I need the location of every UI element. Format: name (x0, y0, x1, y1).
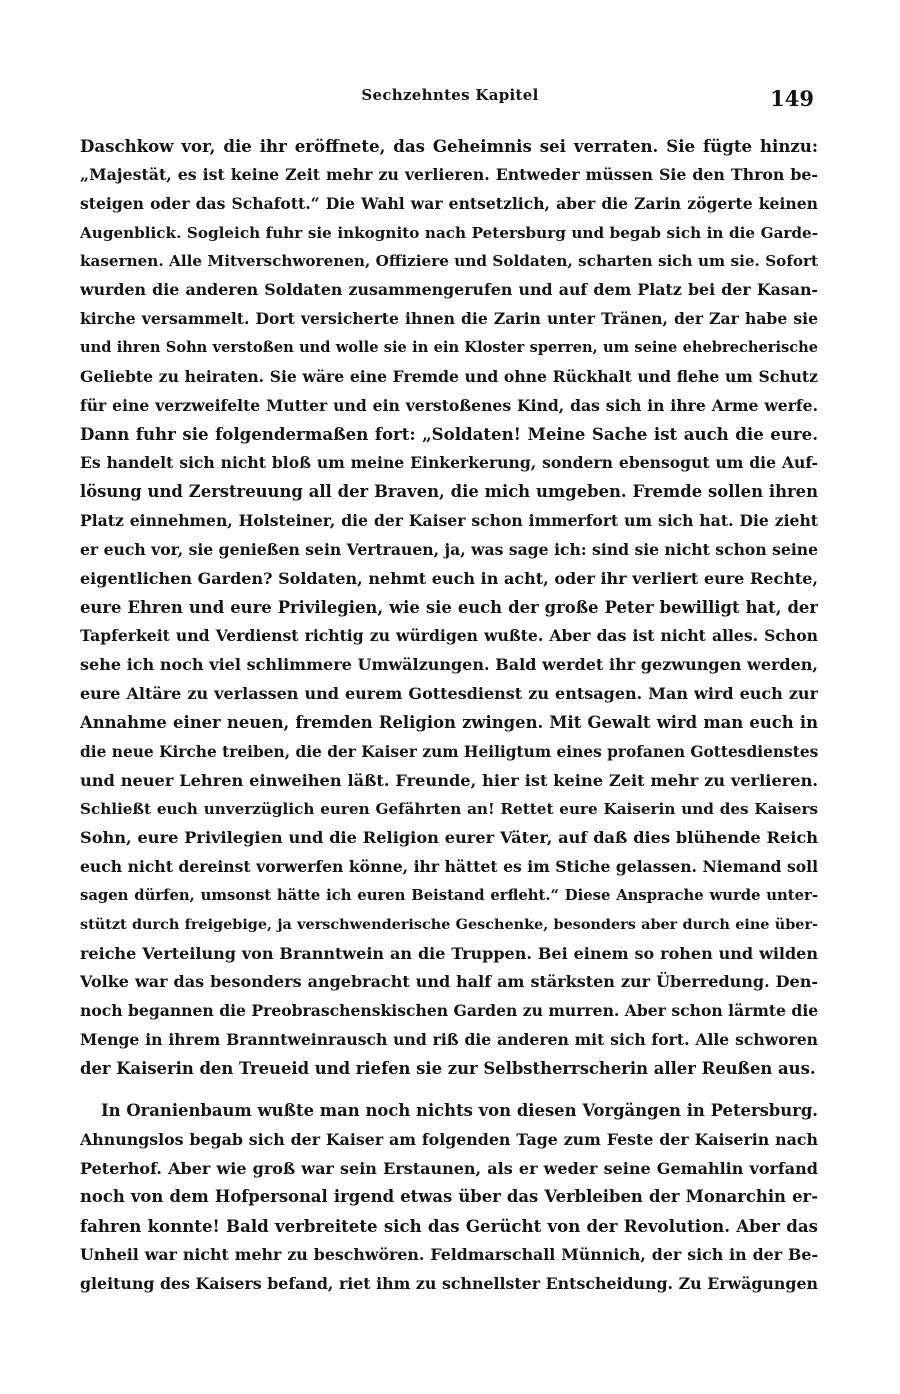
text-line: sagen dürfen, umsonst hätte ich euren Beistand erfleht.“ Diese Ansprache wurde unter- (80, 886, 818, 904)
text-line: Augenblick. Sogleich fuhr sie inkognito nach Petersburg und begab sich in die Garde- (80, 223, 818, 242)
text-line: Volke war das besonders angebracht und half am stärksten zur Überredung. Den- (80, 972, 818, 992)
text-line: In Oranienbaum wußte man noch nichts von diesen Vorgängen in Petersburg. (101, 1100, 818, 1120)
text-line: und ihren Sohn verstoßen und wolle sie in ein Kloster sperren, um seine ehebrecherische (80, 338, 818, 356)
text-line: die neue Kirche treiben, die der Kaiser zum Heiligtum eines profanen Gottesdienstes (80, 742, 818, 761)
text-line: „Majestät, es ist keine Zeit mehr zu verlieren. Entweder müssen Sie den Thron be- (80, 164, 818, 184)
paragraph-1 (80, 132, 818, 1084)
paragraph-gap (80, 1084, 818, 1097)
text-line: Dann fuhr sie folgendermaßen fort: „Soldaten! Meine Sache ist auch die eure. (80, 424, 818, 445)
running-head-title: Sechzehntes Kapitel (361, 86, 539, 104)
text-line: der Kaiserin den Treueid und riefen sie zur Selbstherrscherin aller Reußen aus. (80, 1059, 816, 1078)
text-line: Ahnungslos begab sich der Kaiser am folgenden Tage zum Feste der Kaiserin nach (80, 1129, 818, 1149)
page-number: 149 (770, 86, 814, 111)
text-line: stützt durch freigebige, ja verschwenderische Geschenke, besonders aber durch eine über- (80, 915, 818, 933)
page-body (80, 132, 818, 1299)
text-line: noch von dem Hofpersonal irgend etwas über das Verbleiben der Monarchin er- (80, 1187, 818, 1207)
text-line: Annahme einer neuen, fremden Religion zwingen. Mit Gewalt wird man euch in (80, 712, 818, 732)
text-line: eure Ehren und eure Privilegien, wie sie euch der große Peter bewilligt hat, der (80, 597, 818, 617)
paragraph-2 (80, 1097, 818, 1299)
text-line: steigen oder das Schafott.“ Die Wahl war entsetzlich, aber die Zarin zögerte keinen (80, 193, 818, 213)
text-line: eigentlichen Garden? Soldaten, nehmt euch in acht, oder ihr verliert eure Rechte, (80, 568, 818, 588)
text-line: Platz einnehmen, Holsteiner, die der Kaiser schon immerfort um sich hat. Die zieht (80, 510, 818, 530)
text-line: Unheil war nicht mehr zu beschwören. Feldmarschall Münnich, der sich in der Be- (80, 1245, 818, 1265)
text-line: gleitung des Kaisers befand, riet ihm zu schnellster Entscheidung. Zu Erwägungen (80, 1273, 818, 1293)
text-line: wurden die anderen Soldaten zusammengerufen und auf dem Platz bei der Kasan- (80, 280, 818, 300)
text-line: reiche Verteilung von Branntwein an die Truppen. Bei einem so rohen und wilden (80, 943, 818, 963)
text-line: Menge in ihrem Branntweinrausch und riß die anderen mit sich fort. Alle schworen (80, 1030, 818, 1050)
text-line: Es handelt sich nicht bloß um meine Einkerkerung, sondern ebensogut um die Auf- (80, 453, 818, 473)
text-line: sehe ich noch viel schlimmere Umwälzungen. Bald werdet ihr gezwungen werden, (80, 655, 818, 675)
text-line: euch nicht dereinst vorwerfen könne, ihr hättet es im Stiche gelassen. Niemand soll (80, 857, 818, 877)
text-line: Tapferkeit und Verdienst richtig zu würdigen wußte. Aber das ist nicht alles. Schon (80, 626, 818, 646)
text-line: für eine verzweifelte Mutter und ein verstoßenes Kind, das sich in ihre Arme werfe. (80, 395, 818, 415)
text-line: noch begannen die Preobraschenskischen Garden zu murren. Aber schon lärmte die (80, 1001, 818, 1021)
text-line: Sohn, eure Privilegien und die Religion eurer Väter, auf daß dies blühende Reich (80, 828, 818, 848)
text-line: lösung und Zerstreuung all der Braven, die mich umgeben. Fremde sollen ihren (80, 482, 818, 502)
text-line: er euch vor, sie genießen sein Vertrauen, ja, was sage ich: sind sie nicht schon seine (80, 539, 818, 559)
text-line: Daschkow vor, die ihr eröffnete, das Geheimnis sei verraten. Sie fügte hinzu: (80, 136, 818, 156)
text-line: und neuer Lehren einweihen läßt. Freunde, hier ist keine Zeit mehr zu verlieren. (80, 770, 818, 790)
text-line: Schließt euch unverzüglich euren Gefährten an! Rettet eure Kaiserin und des Kaisers (80, 800, 818, 819)
text-line: kasernen. Alle Mitverschworenen, Offiziere und Soldaten, scharten sich um sie. Sofort (80, 252, 818, 271)
text-line: Geliebte zu heiraten. Sie wäre eine Fremde und ohne Rückhalt und flehe um Schutz (80, 366, 818, 386)
text-line: Peterhof. Aber wie groß war sein Erstaunen, als er weder seine Gemahlin vorfand (80, 1158, 818, 1178)
text-line: fahren konnte! Bald verbreitete sich das Gerücht von der Revolution. Aber das (80, 1216, 818, 1237)
text-line: kirche versammelt. Dort versicherte ihnen die Zarin unter Tränen, der Zar habe sie (80, 309, 818, 329)
text-line: eure Altäre zu verlassen und eurem Gottesdienst zu entsagen. Man wird euch zur (80, 684, 818, 704)
